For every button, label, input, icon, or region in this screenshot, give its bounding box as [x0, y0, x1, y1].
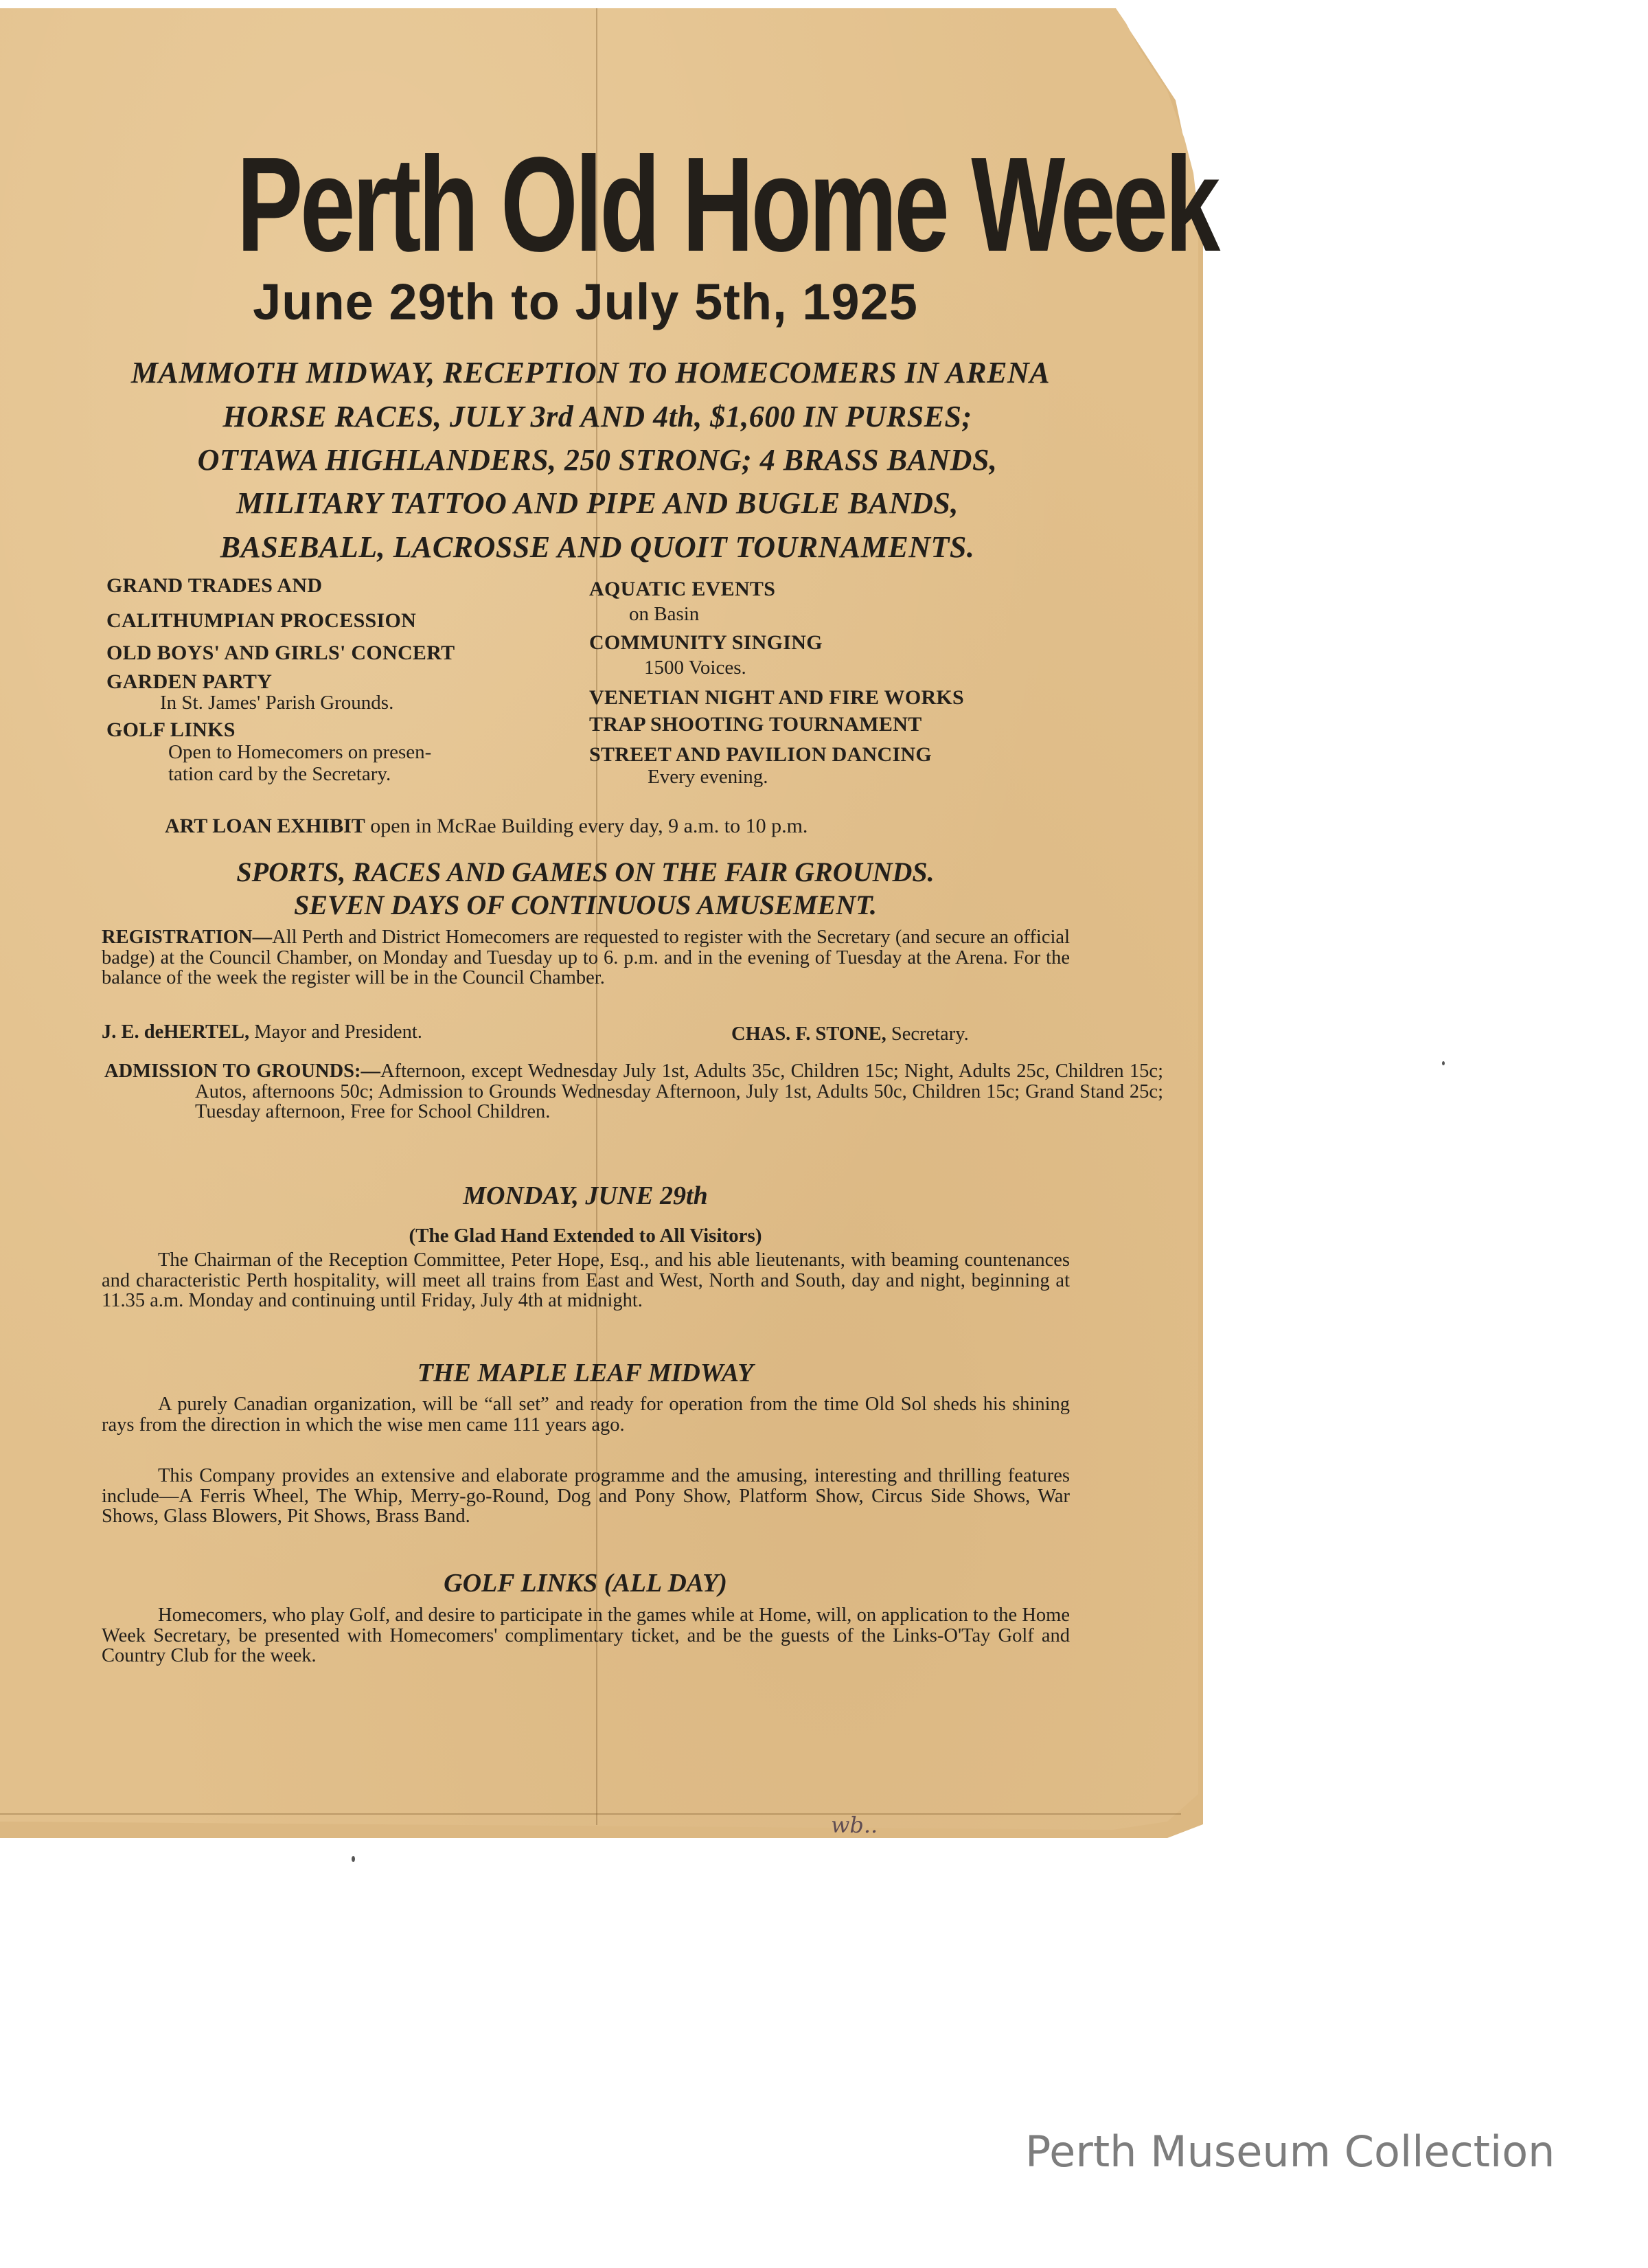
- event-heading: CALITHUMPIAN PROCESSION: [106, 609, 417, 632]
- golf-paragraph: Homecomers, who play Golf, and desire to participate in the games while at Home, will, on application to the Home Week Secretary, be presented with Homecomers' complimentary ticket, and be the guests of the Links-O'Tay Golf and Country Club for the week.: [102, 1604, 1070, 1666]
- banner-line-2: HORSE RACES, JULY 3rd AND 4th, $1,600 IN PURSES;: [222, 400, 972, 433]
- banner-line-1: MAMMOTH MIDWAY, RECEPTION TO HOMECOMERS IN ARENA: [130, 356, 1051, 389]
- art-loan-exhibit-line: [165, 815, 808, 838]
- monday-heading: MONDAY, JUNE 29th: [463, 1181, 708, 1210]
- event-heading: TRAP SHOOTING TOURNAMENT: [589, 712, 922, 736]
- art-loan-text: open in McRae Building every day, 9 a.m. to 10 p.m.: [365, 815, 808, 837]
- monday-subheading: (The Glad Hand Extended to All Visitors): [409, 1225, 762, 1247]
- event-heading: GRAND TRADES AND: [106, 574, 323, 597]
- handwritten-mark: wb..: [831, 1812, 878, 1838]
- event-heading: AQUATIC EVENTS: [589, 578, 776, 600]
- dust-speck: [1442, 1061, 1445, 1065]
- collection-watermark: Perth Museum Collection: [1025, 2127, 1555, 2177]
- sports-line-1: SPORTS, RACES AND GAMES ON THE FAIR GROUNDS.: [236, 857, 935, 887]
- banner-line-4: MILITARY TATTOO AND PIPE AND BUGLE BANDS,: [236, 486, 959, 520]
- midway-paragraph-1: A purely Canadian organization, will be “all set” and ready for operation from the time Old Sol sheds his shining rays from the direction in which the wise men came 111 years ago.: [102, 1394, 1070, 1436]
- event-heading: VENETIAN NIGHT AND FIRE WORKS: [589, 685, 965, 709]
- event-heading: OLD BOYS' AND GIRLS' CONCERT: [106, 642, 455, 664]
- page-title: Perth Old Home Week: [236, 129, 1217, 280]
- dust-speck: [352, 1856, 355, 1862]
- event-detail: Open to Homecomers on presen-: [168, 740, 432, 763]
- midway-heading: THE MAPLE LEAF MIDWAY: [417, 1359, 754, 1387]
- registration-label: REGISTRATION—: [102, 927, 273, 948]
- mayor-title: Mayor and President.: [249, 1021, 422, 1043]
- secretary-name: CHAS. F. STONE,: [731, 1023, 886, 1045]
- mayor-name: J. E. deHERTEL,: [102, 1021, 250, 1043]
- monday-paragraph: The Chairman of the Reception Committee, Peter Hope, Esq., and his able lieutenants, with beaming countenances and characteristic Perth hospitality, will meet all trains from East and West, North and South, day and night, beginning at 11.35 a.m. Monday and continuing until Friday, July 4th at midnight.: [102, 1249, 1070, 1311]
- event-heading: GARDEN PARTY: [106, 670, 273, 693]
- event-heading: COMMUNITY SINGING: [589, 631, 823, 654]
- event-detail: Every evening.: [648, 765, 768, 788]
- event-dates: June 29th to July 5th, 1925: [253, 273, 918, 330]
- banner-line-5: BASEBALL, LACROSSE AND QUOIT TOURNAMENTS.: [220, 530, 975, 564]
- horizontal-tear-line: [0, 1813, 1181, 1815]
- secretary-title: Secretary.: [886, 1023, 969, 1045]
- event-detail: In St. James' Parish Grounds.: [160, 692, 394, 714]
- events-right-column: [589, 579, 964, 789]
- event-detail: on Basin: [629, 603, 700, 625]
- admission-text: Afternoon, except Wednesday July 1st, Adults 35c, Children 15c; Night, Adults 25c, Children 15c; Autos, afternoons 50c; Admission to Grounds Wednesday Afternoon, July 1st, Adults 50c, Children 15c; Grand Stand 25c; Tuesday afternoon, Free for School Children.: [195, 1061, 1164, 1122]
- admission-paragraph: [104, 1061, 1163, 1122]
- banner-line-3: OTTAWA HIGHLANDERS, 250 STRONG; 4 BRASS BANDS,: [197, 443, 998, 477]
- registration-paragraph: [102, 927, 1070, 988]
- golf-heading: GOLF LINKS (ALL DAY): [444, 1569, 727, 1598]
- sports-line-2: SEVEN DAYS OF CONTINUOUS AMUSEMENT.: [294, 889, 877, 920]
- secretary-signature: [731, 1023, 969, 1045]
- registration-text: All Perth and District Homecomers are requested to register with the Secretary (and secure an official badge) at the Council Chamber, on Monday and Tuesday up to 6. p.m. and in the evening of Tuesday at the Arena. For the balance of the week the register will be in the Council Chamber.: [102, 927, 1070, 988]
- admission-label: ADMISSION TO GROUNDS:—: [104, 1061, 381, 1082]
- event-heading: GOLF LINKS: [106, 718, 236, 741]
- event-detail: 1500 Voices.: [644, 656, 746, 679]
- event-detail: tation card by the Secretary.: [168, 762, 391, 785]
- art-loan-label: ART LOAN EXHIBIT: [165, 815, 365, 837]
- event-heading: STREET AND PAVILION DANCING: [589, 742, 932, 766]
- midway-paragraph-2: This Company provides an extensive and elaborate programme and the amusing, interesting and thrilling features include—A Ferris Wheel, The Whip, Merry-go-Round, Dog and Pony Show, Platform Show, Circus Side Shows, War Shows, Glass Blowers, Pit Shows, Brass Band.: [102, 1465, 1070, 1527]
- events-left-column: [106, 576, 455, 786]
- mayor-signature: [102, 1021, 422, 1043]
